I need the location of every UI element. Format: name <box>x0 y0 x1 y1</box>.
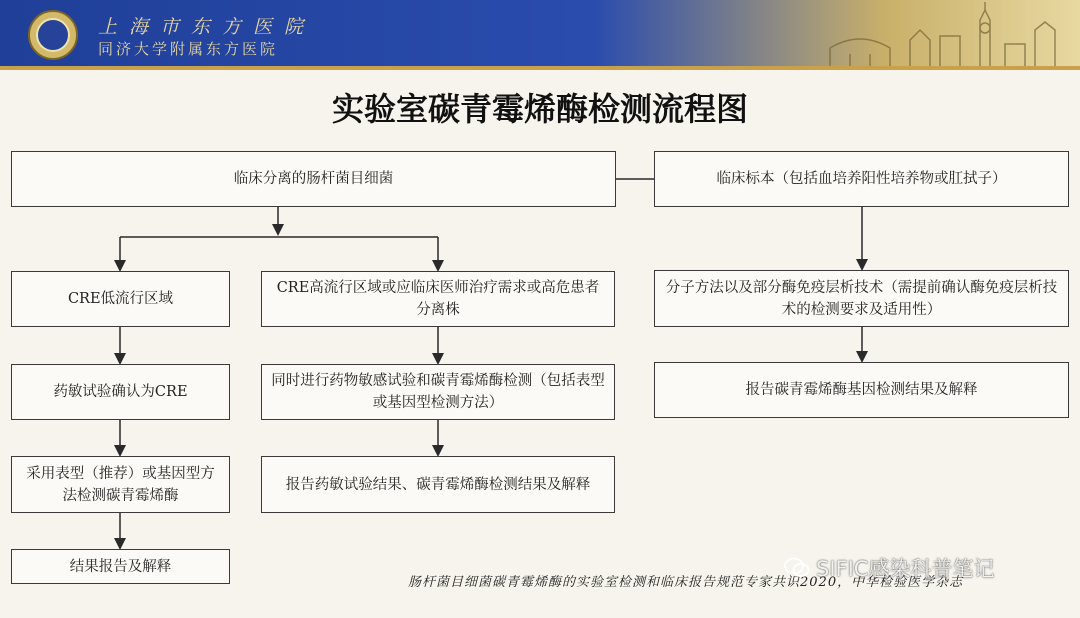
watermark <box>784 553 994 583</box>
wechat-icon <box>784 557 810 579</box>
box-report-gene: 报告碳青霉烯酶基因检测结果及解释 <box>654 362 1069 418</box>
box-susceptibility-confirm: 药敏试验确认为CRE <box>11 364 230 420</box>
box-cre-low: CRE低流行区域 <box>11 271 230 327</box>
hospital-name: 上海市东方医院 <box>98 16 316 38</box>
source-footnote: 肠杆菌目细菌碳青霉烯酶的实验室检测和临床报告规范专家共识2020，中华检验医学杂志 <box>408 575 964 590</box>
box-molecular-method: 分子方法以及部分酶免疫层析技术（需提前确认酶免疫层析技术的检测要求及适用性） <box>654 270 1069 327</box>
box-cre-high: CRE高流行区域或应临床医师治疗需求或高危患者分离株 <box>261 271 615 327</box>
box-phenotype-method: 采用表型（推荐）或基因型方法检测碳青霉烯酶 <box>11 456 230 513</box>
box-clinical-specimen: 临床标本（包括血培养阳性培养物或肛拭子） <box>654 151 1069 207</box>
watermark-text: SIFIC感染科普笔记 <box>816 557 995 581</box>
page-title: 实验室碳青霉烯酶检测流程图 <box>331 90 748 128</box>
box-simultaneous-test: 同时进行药物敏感试验和碳青霉烯酶检测（包括表型或基因型检测方法） <box>261 364 615 420</box>
box-clinical-isolate: 临床分离的肠杆菌目细菌 <box>11 151 616 207</box>
box-report-both: 报告药敏试验结果、碳青霉烯酶检测结果及解释 <box>261 456 615 513</box>
box-report-left: 结果报告及解释 <box>11 549 230 584</box>
hospital-subname: 同济大学附属东方医院 <box>98 40 279 58</box>
